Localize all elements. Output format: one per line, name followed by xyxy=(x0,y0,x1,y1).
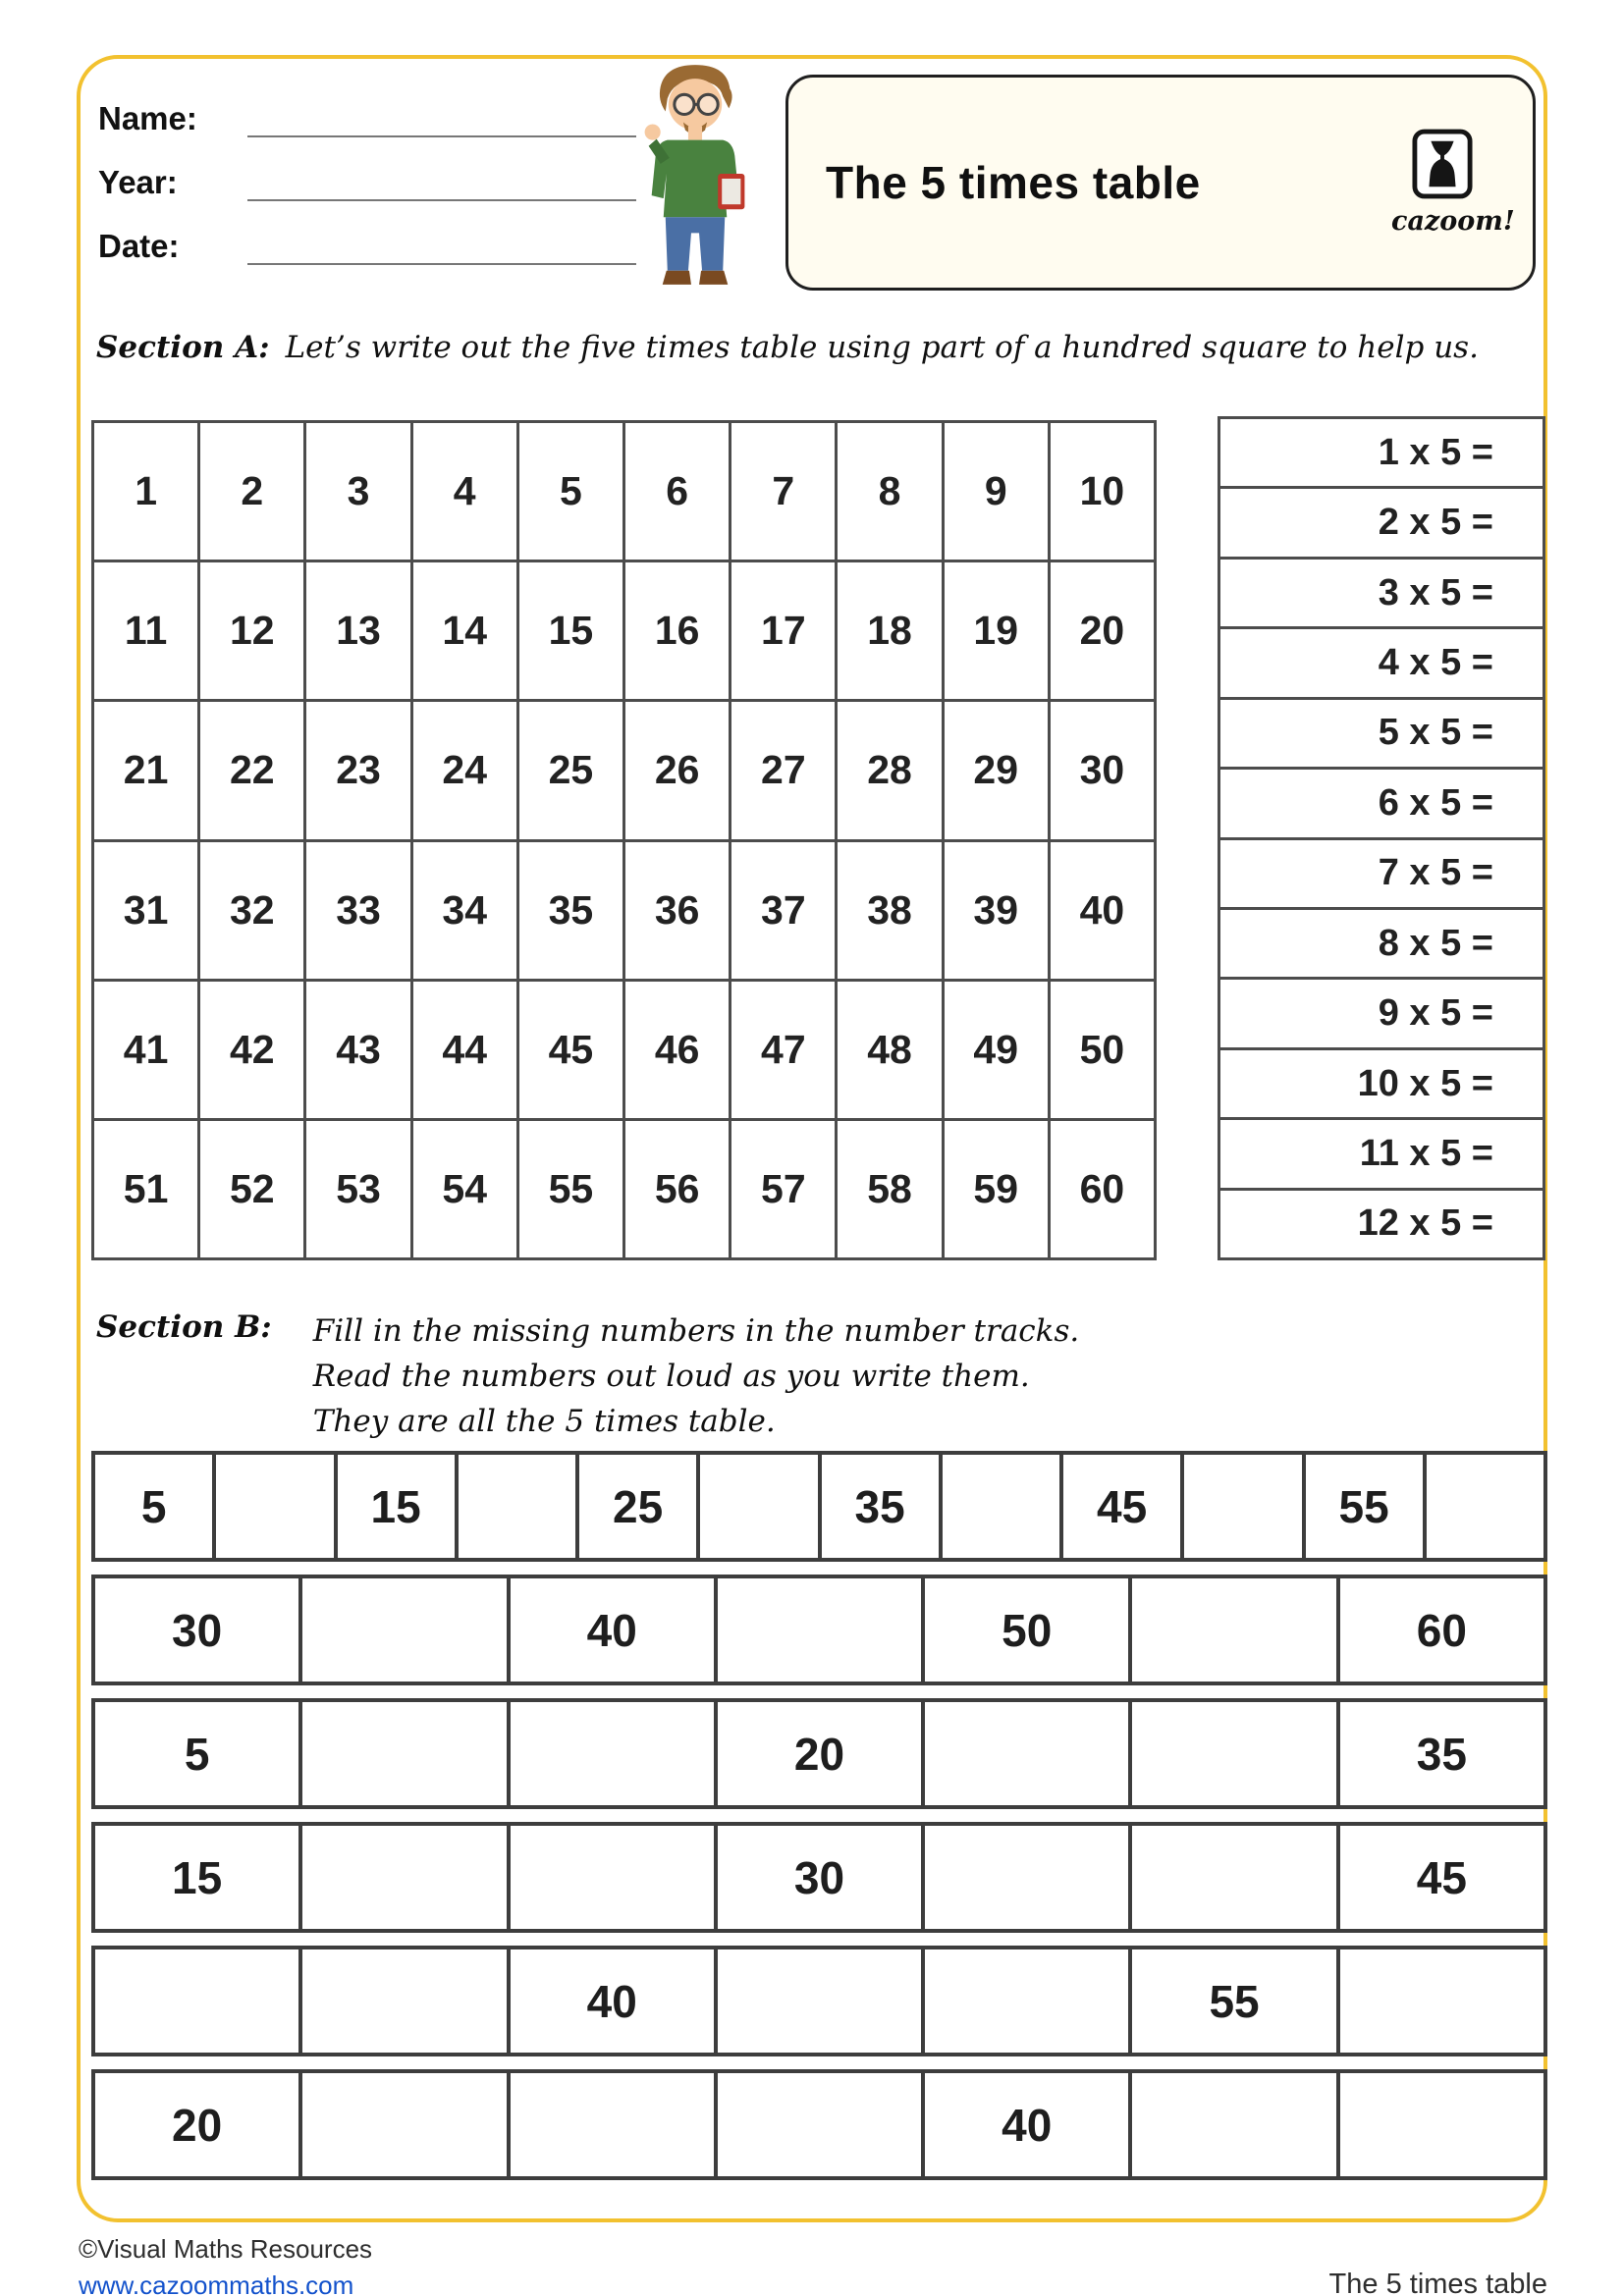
hundred-square-cell: 58 xyxy=(835,1118,944,1260)
track-cell-blank xyxy=(1128,1698,1339,1809)
track-cell-blank xyxy=(714,1575,925,1685)
hundred-square-cell: 3 xyxy=(303,420,412,562)
hundred-square-row xyxy=(91,560,1157,702)
hundred-square-row xyxy=(91,420,1157,562)
footer-title: The 5 times table xyxy=(1328,2269,1547,2296)
copyright-text: ©Visual Maths Resources xyxy=(79,2234,373,2264)
hundred-square-cell: 9 xyxy=(942,420,1051,562)
hundred-square-cell: 48 xyxy=(835,979,944,1121)
hundred-square-cell: 37 xyxy=(729,839,838,982)
cazoom-logo-icon xyxy=(1412,129,1473,199)
track-cell-blank xyxy=(1180,1451,1305,1562)
title-box xyxy=(785,75,1536,291)
hundred-square-cell: 19 xyxy=(942,560,1051,702)
hundred-square-cell: 28 xyxy=(835,699,944,841)
equation-row: 12 x 5 = xyxy=(1218,1188,1545,1260)
hundred-square-cell: 35 xyxy=(516,839,625,982)
hundred-square-cell: 44 xyxy=(410,979,519,1121)
hundred-square-cell: 56 xyxy=(623,1118,731,1260)
hundred-square-cell: 40 xyxy=(1048,839,1157,982)
cazoom-logo xyxy=(1391,129,1515,237)
hundred-square-cell: 8 xyxy=(835,420,944,562)
section-b-line-3: They are all the 5 times table. xyxy=(312,1403,776,1439)
track-cell-filled: 40 xyxy=(507,1575,718,1685)
hundred-square-cell: 18 xyxy=(835,560,944,702)
date-label: Date: xyxy=(98,228,180,264)
hundred-square-cell: 2 xyxy=(197,420,306,562)
track-cell-blank xyxy=(696,1451,821,1562)
hundred-square-cell: 29 xyxy=(942,699,1051,841)
hundred-square-cell: 16 xyxy=(623,560,731,702)
track-cell-blank xyxy=(298,1946,510,2056)
track-cell-blank xyxy=(1423,1451,1547,1562)
hundred-square-cell: 21 xyxy=(91,699,200,841)
equations-list xyxy=(1218,416,1545,1260)
hundred-square-cell: 24 xyxy=(410,699,519,841)
hundred-square-cell: 7 xyxy=(729,420,838,562)
track-cell-blank xyxy=(921,1946,1132,2056)
equation-row: 8 x 5 = xyxy=(1218,907,1545,980)
section-b-heading xyxy=(96,1309,1490,1445)
student-fields xyxy=(98,94,636,286)
section-a-heading xyxy=(96,330,1490,365)
hundred-square-cell: 47 xyxy=(729,979,838,1121)
track-cell-blank xyxy=(1336,1946,1547,2056)
track-cell-filled: 55 xyxy=(1128,1946,1339,2056)
hundred-square-cell: 33 xyxy=(303,839,412,982)
track-cell-filled: 30 xyxy=(91,1575,302,1685)
hundred-square-cell: 60 xyxy=(1048,1118,1157,1260)
equation-row: 7 x 5 = xyxy=(1218,837,1545,910)
hundred-square-cell: 25 xyxy=(516,699,625,841)
hundred-square-cell: 4 xyxy=(410,420,519,562)
section-a-label: Section A: xyxy=(96,330,270,365)
equation-row: 9 x 5 = xyxy=(1218,977,1545,1049)
hundred-square-cell: 54 xyxy=(410,1118,519,1260)
hundred-square-cell: 15 xyxy=(516,560,625,702)
hundred-square-cell: 59 xyxy=(942,1118,1051,1260)
date-field-row xyxy=(98,222,636,265)
track-cell-filled: 30 xyxy=(714,1822,925,1933)
track-cell-blank xyxy=(507,2069,718,2180)
year-field-row xyxy=(98,158,636,201)
hundred-square-cell: 36 xyxy=(623,839,731,982)
track-cell-blank xyxy=(1336,2069,1547,2180)
number-track xyxy=(91,1451,1547,1562)
hundred-square-cell: 23 xyxy=(303,699,412,841)
name-field-row xyxy=(98,94,636,137)
hundred-square-cell: 46 xyxy=(623,979,731,1121)
equation-row: 3 x 5 = xyxy=(1218,557,1545,629)
hundred-square xyxy=(91,420,1157,1260)
hundred-square-cell: 10 xyxy=(1048,420,1157,562)
year-label: Year: xyxy=(98,164,178,200)
track-cell-blank xyxy=(455,1451,579,1562)
track-cell-filled: 20 xyxy=(91,2069,302,2180)
hundred-square-cell: 20 xyxy=(1048,560,1157,702)
cazoom-logo-text: cazoom! xyxy=(1391,206,1515,237)
hundred-square-cell: 57 xyxy=(729,1118,838,1260)
hundred-square-cell: 50 xyxy=(1048,979,1157,1121)
number-track xyxy=(91,1575,1547,1685)
hundred-square-row xyxy=(91,1118,1157,1260)
track-cell-filled: 20 xyxy=(714,1698,925,1809)
track-cell-filled: 60 xyxy=(1336,1575,1547,1685)
hundred-square-cell: 1 xyxy=(91,420,200,562)
hundred-square-cell: 14 xyxy=(410,560,519,702)
track-cell-blank xyxy=(91,1946,302,2056)
track-cell-filled: 50 xyxy=(921,1575,1132,1685)
hundred-square-cell: 32 xyxy=(197,839,306,982)
number-track xyxy=(91,2069,1547,2180)
hundred-square-row xyxy=(91,839,1157,982)
section-b-line-2: Read the numbers out loud as you write them. xyxy=(312,1358,1030,1394)
track-cell-blank xyxy=(298,1822,510,1933)
hundred-square-cell: 31 xyxy=(91,839,200,982)
section-a-instruction: Let’s write out the five times table using part of a hundred square to help us. xyxy=(285,330,1479,365)
name-label: Name: xyxy=(98,100,197,136)
track-cell-blank xyxy=(298,1575,510,1685)
hundred-square-cell: 39 xyxy=(942,839,1051,982)
hundred-square-cell: 43 xyxy=(303,979,412,1121)
track-cell-blank xyxy=(1128,1575,1339,1685)
track-cell-blank xyxy=(298,2069,510,2180)
hundred-square-cell: 11 xyxy=(91,560,200,702)
hundred-square-cell: 12 xyxy=(197,560,306,702)
track-cell-filled: 35 xyxy=(818,1451,943,1562)
hundred-square-cell: 53 xyxy=(303,1118,412,1260)
number-track xyxy=(91,1698,1547,1809)
date-answer-line xyxy=(247,230,636,265)
hundred-square-cell: 41 xyxy=(91,979,200,1121)
hundred-square-cell: 55 xyxy=(516,1118,625,1260)
track-cell-blank xyxy=(714,1946,925,2056)
equation-row: 4 x 5 = xyxy=(1218,626,1545,699)
track-cell-filled: 5 xyxy=(91,1698,302,1809)
track-cell-filled: 45 xyxy=(1059,1451,1184,1562)
hundred-square-cell: 49 xyxy=(942,979,1051,1121)
section-b-label: Section B: xyxy=(96,1309,272,1345)
track-cell-filled: 40 xyxy=(921,2069,1132,2180)
track-cell-blank xyxy=(1128,2069,1339,2180)
hundred-square-cell: 13 xyxy=(303,560,412,702)
hundred-square-cell: 5 xyxy=(516,420,625,562)
footer-left xyxy=(79,2234,372,2296)
track-cell-filled: 25 xyxy=(575,1451,700,1562)
track-cell-filled: 40 xyxy=(507,1946,718,2056)
hundred-square-row xyxy=(91,979,1157,1121)
equation-row: 5 x 5 = xyxy=(1218,697,1545,770)
hundred-square-cell: 27 xyxy=(729,699,838,841)
equation-row: 2 x 5 = xyxy=(1218,486,1545,559)
hundred-square-row xyxy=(91,699,1157,841)
hundred-square-cell: 34 xyxy=(410,839,519,982)
hundred-square-cell: 51 xyxy=(91,1118,200,1260)
equation-row: 11 x 5 = xyxy=(1218,1117,1545,1190)
equation-row: 6 x 5 = xyxy=(1218,767,1545,839)
hundred-square-cell: 6 xyxy=(623,420,731,562)
track-cell-filled: 15 xyxy=(91,1822,302,1933)
hundred-square-cell: 42 xyxy=(197,979,306,1121)
track-cell-filled: 45 xyxy=(1336,1822,1547,1933)
number-tracks xyxy=(91,1451,1547,2180)
track-cell-blank xyxy=(921,1698,1132,1809)
hundred-square-cell: 45 xyxy=(516,979,625,1121)
track-cell-blank xyxy=(939,1451,1063,1562)
section-b-instructions xyxy=(313,1309,1079,1445)
name-answer-line xyxy=(247,102,636,137)
track-cell-blank xyxy=(507,1822,718,1933)
hundred-square-cell: 30 xyxy=(1048,699,1157,841)
year-answer-line xyxy=(247,166,636,201)
equation-row: 10 x 5 = xyxy=(1218,1047,1545,1120)
page-title: The 5 times table xyxy=(826,157,1201,208)
track-cell-blank xyxy=(298,1698,510,1809)
track-cell-filled: 35 xyxy=(1336,1698,1547,1809)
track-cell-blank xyxy=(1128,1822,1339,1933)
track-cell-blank xyxy=(212,1451,337,1562)
track-cell-filled: 15 xyxy=(334,1451,459,1562)
hundred-square-cell: 17 xyxy=(729,560,838,702)
teacher-cartoon-svg xyxy=(611,57,780,304)
track-cell-blank xyxy=(507,1698,718,1809)
hundred-square-cell: 38 xyxy=(835,839,944,982)
hundred-square-cell: 26 xyxy=(623,699,731,841)
track-cell-blank xyxy=(714,2069,925,2180)
number-track xyxy=(91,1822,1547,1933)
track-cell-blank xyxy=(921,1822,1132,1933)
section-b-line-1: Fill in the missing numbers in the number tracks. xyxy=(312,1313,1080,1349)
teacher-illustration xyxy=(611,57,780,304)
hundred-square-cell: 52 xyxy=(197,1118,306,1260)
track-cell-filled: 5 xyxy=(91,1451,216,1562)
track-cell-filled: 55 xyxy=(1302,1451,1427,1562)
number-track xyxy=(91,1946,1547,2056)
cazoommaths-link[interactable]: www.cazoommaths.com xyxy=(79,2270,354,2296)
page-footer xyxy=(79,2234,1547,2296)
equation-row: 1 x 5 = xyxy=(1218,416,1545,489)
hundred-square-cell: 22 xyxy=(197,699,306,841)
